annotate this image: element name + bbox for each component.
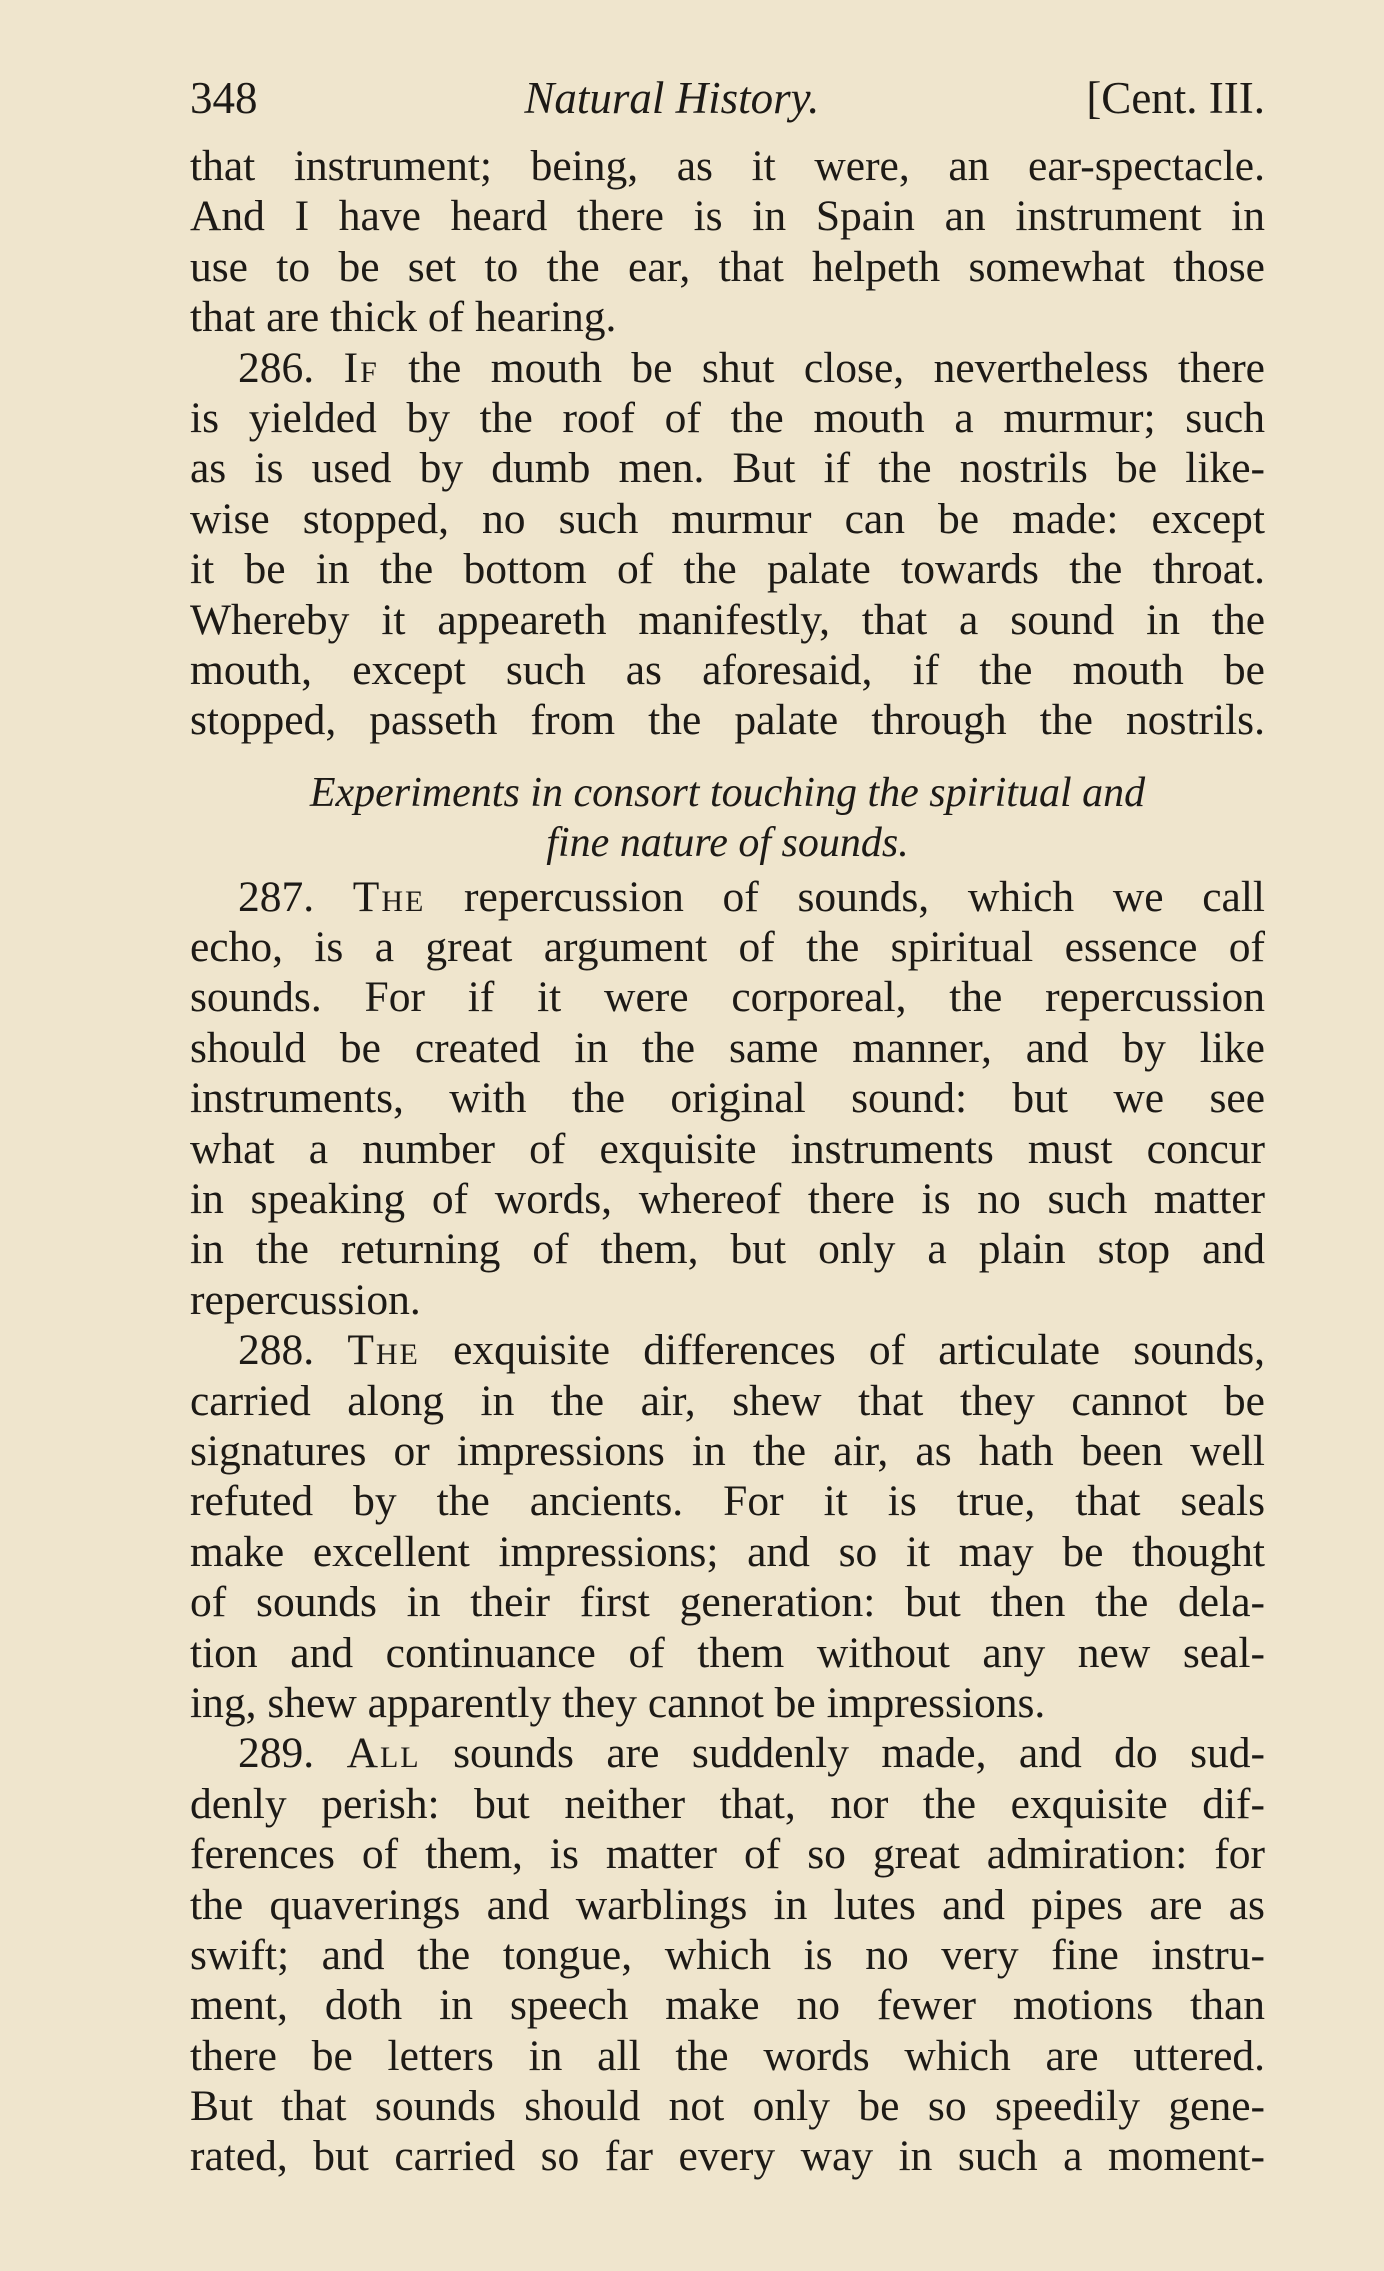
running-title: Natural History. — [524, 73, 820, 123]
text-line: the quaverings and warblings in lutes and pipes are as — [190, 1880, 1265, 1929]
text-line-first — [190, 1325, 1265, 1375]
text-line: there be letters in all the words which are uttered. — [190, 2031, 1265, 2080]
text-line: that instrument; being, as it were, an ear-spectacle. — [190, 142, 1265, 190]
lead-word: If — [343, 343, 379, 392]
text-line: use to be set to the ear, that helpeth somewhat those — [190, 242, 1265, 291]
text-line: And I have heard there is in Spain an instrument in — [190, 192, 1265, 241]
text-line: is yielded by the roof of the mouth a murmur; such — [190, 393, 1265, 442]
text-line: ing, shew apparently they cannot be impressions. — [190, 1678, 1046, 1727]
paragraph-number: 287. — [238, 872, 315, 921]
text-line: refuted by the ancients. For it is true, that seals — [190, 1477, 1265, 1526]
paragraph-number: 288. — [238, 1326, 315, 1375]
lead-word: The — [347, 1326, 420, 1375]
text-line: But that sounds should not only be so speedily gene- — [190, 2082, 1265, 2131]
paragraph-288 — [190, 1325, 1265, 1728]
text-line-first — [190, 1728, 1265, 1778]
paragraph-continuation — [190, 141, 1265, 343]
text-line: denly perish: but neither that, nor the exquisite dif- — [190, 1779, 1265, 1828]
running-header — [190, 55, 1265, 141]
text-line-first — [190, 872, 1265, 922]
text-line: stopped, passeth from the palate through the nostrils. — [190, 696, 1265, 745]
page-number: 348 — [190, 73, 258, 123]
text-line: wise stopped, no such murmur can be made: except — [190, 494, 1265, 543]
text-line: carried along in the air, shew that they cannot be — [190, 1376, 1265, 1425]
lead-word: All — [346, 1729, 421, 1778]
text-line: mouth, except such as aforesaid, if the mouth be — [190, 645, 1265, 694]
paragraph-289 — [190, 1728, 1265, 2182]
text-line: what a number of exquisite instruments must concur — [190, 1124, 1265, 1173]
text-line: as is used by dumb men. But if the nostrils be like- — [190, 444, 1265, 493]
paragraph-287 — [190, 872, 1265, 1326]
paragraph-286 — [190, 343, 1265, 746]
text-line: repercussion. — [190, 1275, 421, 1324]
paragraph-number: 289. — [238, 1729, 315, 1778]
text-line: should be created in the same manner, and by like — [190, 1023, 1265, 1072]
text-line: sounds are suddenly made, and do sud- — [453, 1729, 1266, 1778]
text-line: in the returning of them, but only a plain stop and — [190, 1225, 1265, 1274]
text-line: Whereby it appeareth manifestly, that a sound in the — [190, 595, 1265, 644]
text-line: instruments, with the original sound: but we see — [190, 1074, 1265, 1123]
section-heading — [190, 768, 1265, 872]
text-line: echo, is a great argument of the spiritual essence of — [190, 923, 1265, 972]
text-line: exquisite differences of articulate sounds, — [453, 1326, 1266, 1375]
text-line: the mouth be shut close, nevertheless there — [408, 343, 1265, 392]
lead-word: The — [352, 872, 426, 921]
paragraph-number: 286. — [238, 343, 315, 392]
text-line: tion and continuance of them without any new seal- — [190, 1628, 1265, 1677]
text-line: in speaking of words, whereof there is no such matter — [190, 1175, 1265, 1224]
text-line: signatures or impressions in the air, as hath been well — [190, 1426, 1265, 1475]
section-heading-line: fine nature of sounds. — [546, 820, 909, 867]
text-line: repercussion of sounds, which we call — [464, 872, 1265, 921]
book-page — [190, 55, 1265, 2182]
text-line: swift; and the tongue, which is no very fine instru- — [190, 1930, 1265, 1979]
text-line-first — [190, 343, 1265, 393]
section-heading-line: Experiments in consort touching the spiritual and — [309, 769, 1146, 816]
text-line: of sounds in their first generation: but then the dela- — [190, 1578, 1265, 1627]
text-line: that are thick of hearing. — [190, 293, 617, 342]
text-line: ferences of them, is matter of so great admiration: for — [190, 1830, 1265, 1879]
section-marker: [Cent. III. — [1086, 73, 1265, 123]
text-line: rated, but carried so far every way in such a moment- — [190, 2132, 1265, 2181]
text-line: it be in the bottom of the palate towards the throat. — [190, 545, 1265, 594]
text-line: sounds. For if it were corporeal, the repercussion — [190, 973, 1265, 1022]
text-line: make excellent impressions; and so it may be thought — [190, 1527, 1265, 1576]
text-line: ment, doth in speech make no fewer motions than — [190, 1981, 1265, 2030]
